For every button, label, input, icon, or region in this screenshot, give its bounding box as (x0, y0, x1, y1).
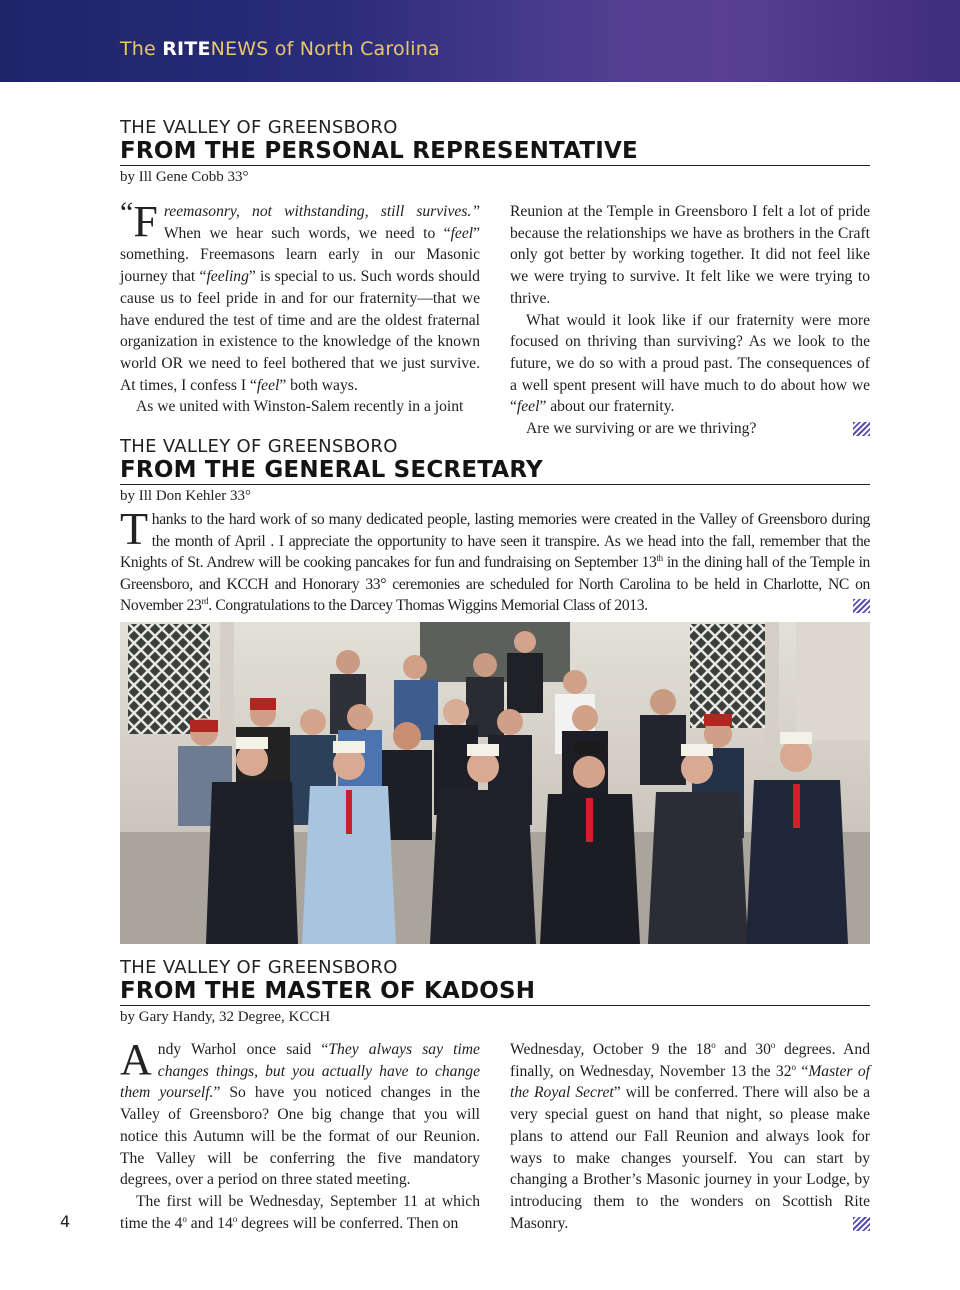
article-headline (120, 978, 870, 1006)
end-mark-icon (853, 599, 870, 613)
headline-text: FROM THE MASTER OF KADOSH (120, 978, 536, 1004)
article-byline: by Ill Don Kehler 33° (120, 488, 251, 504)
text-run: When we hear such words, we need to “ (163, 224, 451, 242)
column-left (120, 196, 480, 440)
brand-rite: RITE (162, 38, 211, 60)
emphasis: feeling (206, 268, 249, 286)
column-right (510, 201, 870, 440)
superscript: th (656, 553, 663, 563)
article-columns (120, 1035, 870, 1234)
text-run: ” will be conferred. There will also be a very special guest on hand that night, so please make plans to attend our Fall Reunion and always look for ways to make changes yourself. You can start by changing a Brother’s Masonic journey in your Lodge, by introducing them to the wonders on Scottish Rite Masonry. (510, 1084, 870, 1232)
headline-text: FROM THE PERSONAL REPRESENTATIVE (120, 138, 638, 164)
text-run: ” So have you noticed changes in the Valley of Greensboro? One big change that you will notice this Autumn will be the format of our Reunion. The Valley will be conferring the five mandatory degrees, over a period on three stated meeting. (120, 1084, 480, 1189)
article-personal-representative (120, 118, 870, 440)
group-photo (120, 622, 870, 944)
drop-cap (120, 196, 158, 246)
text-run: ” about our fraternity. (539, 398, 675, 416)
article-kicker: THE VALLEY OF GREENSBORO (120, 117, 398, 138)
headline-text: FROM THE GENERAL SECRETARY (120, 457, 543, 483)
article-master-of-kadosh (120, 958, 870, 1234)
article-headline (120, 457, 870, 485)
column-left (120, 1035, 480, 1234)
paragraph: As we united with Winston-Salem recently in a joint (136, 398, 464, 416)
article-kicker: THE VALLEY OF GREENSBORO (120, 436, 398, 457)
superscript: rd (201, 596, 209, 607)
text-run: The first will be Wednesday, September 11 at which time the 4 (120, 1192, 480, 1232)
article-columns (120, 196, 870, 440)
quote-text: They always say time changes things, but you actually have to change them yourself. (120, 1041, 480, 1102)
text-run: and 14 (186, 1214, 233, 1232)
drop-letter: F (133, 197, 158, 246)
drop-cap: A (120, 1035, 152, 1084)
paragraph (510, 310, 870, 419)
header-bar (0, 0, 960, 82)
column-right (510, 1039, 870, 1234)
text-run: in the dining hall of the Temple in Greensboro, and KCCH and Honorary 33° ceremonies are scheduled for North Carolina to be held in Charlotte, NC on November 23 (120, 554, 870, 615)
paragraph: Reunion at the Temple in Greensboro I felt a lot of pride because the relationships we have as brothers in the Craft only got better by working together. It did not feel like we were trying to survive. It felt like we were trying to thrive. (510, 203, 870, 307)
article-headline (120, 138, 870, 166)
quote-text: reemasonry, not withstanding, still survives.” (163, 203, 480, 220)
article-byline: by Ill Gene Cobb 33° (120, 169, 249, 185)
brand-the: The (120, 38, 163, 60)
superscript: o (791, 1061, 797, 1072)
article-general-secretary (120, 437, 870, 617)
text-run: degrees will be conferred. Then on (237, 1214, 459, 1232)
text-run: Wednesday, October 9 the 18 (510, 1041, 712, 1058)
emphasis: Master of the Royal Secret (510, 1062, 870, 1102)
text-run: and 30 (715, 1041, 771, 1058)
paragraph (120, 1191, 480, 1234)
brand-rest: of North Carolina (268, 38, 440, 60)
emphasis: feel (256, 376, 280, 394)
text-run: hanks to the hard work of so many dedicated people, lasting memories were created in the Valley of Greensboro during the month of April . I appreciate the opportunity to have seen it transpire. As we head into the fall, remember that the Knights of St. Andrew will be cooking pancakes for fun and fundraising on September 13 (120, 511, 870, 572)
publication-title (120, 38, 440, 60)
superscript: o (232, 1213, 238, 1224)
text-run: ” both ways. (279, 376, 358, 394)
emphasis: feel (516, 398, 540, 416)
text-run: Are we surviving or are we thriving? (526, 420, 757, 438)
article-body (120, 503, 870, 617)
text-run: . Congratulations to the Darcey Thomas Wiggins Memorial Class of 2013. (208, 597, 648, 615)
text-run: “ (796, 1062, 809, 1080)
superscript: o (182, 1213, 187, 1224)
end-mark-icon (853, 422, 870, 436)
paragraph (510, 1039, 870, 1234)
end-mark-icon (853, 1217, 870, 1231)
superscript: o (770, 1039, 776, 1050)
superscript: o (711, 1039, 716, 1050)
emphasis: feel (450, 224, 474, 242)
article-kicker: THE VALLEY OF GREENSBORO (120, 957, 398, 978)
page-number: 4 (60, 1212, 71, 1231)
paragraph (120, 196, 480, 396)
article-byline: by Gary Handy, 32 Degree, KCCH (120, 1009, 331, 1025)
brand-news: NEWS (210, 38, 269, 60)
paragraph (120, 1035, 480, 1191)
drop-quote: “ (120, 196, 134, 229)
text-run: degrees. And finally, on Wednesday, November 13 the 32 (510, 1041, 870, 1080)
text-run: ndy Warhol once said “ (157, 1041, 329, 1058)
text-run: ” is special to us. Such words should cause us to feel pride in and for our fraternity—that we have endured the test of time and are the oldest fraternal organization in existence to the knowledge of the known world OR we need to feel bothered that we just survive. At times, I confess I “ (120, 268, 480, 394)
text-run: ” something. Freemasons learn early in our Masonic journey that “ (120, 224, 480, 286)
text-run: What would it look like if our fraternity were more focused on thriving than surviving? As we look to the future, we do so with a proud past. The consequences of a well spent present will have much to do about how we “ (510, 311, 870, 416)
drop-cap: T (120, 503, 148, 554)
